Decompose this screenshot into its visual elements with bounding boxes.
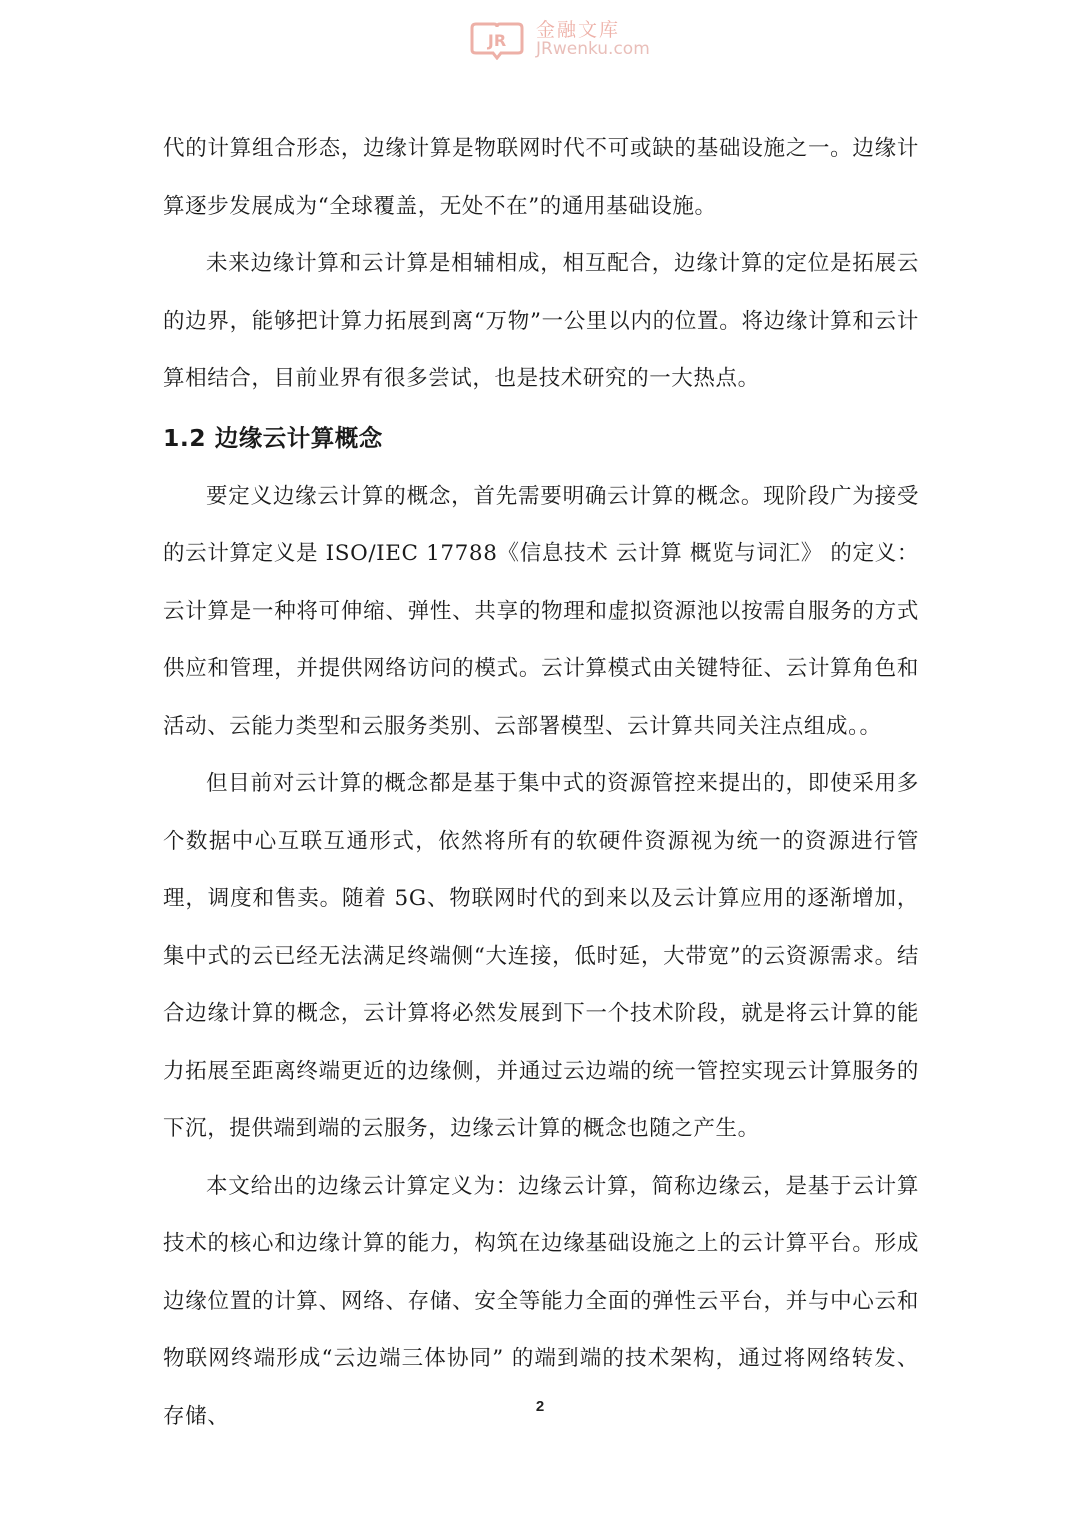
- paragraph-edge-cloud-relation: 未来边缘计算和云计算是相辅相成，相互配合，边缘计算的定位是拓展云的边界，能够把计算力拓展到离“万物”一公里以内的位置。将边缘计算和云计算相结合，目前业界有很多尝试，也是技术研究的一大热点。: [163, 251, 919, 391]
- paragraph-edge-cloud-definition: 本文给出的边缘云计算定义为：边缘云计算，简称边缘云，是基于云计算技术的核心和边缘计算的能力，构筑在边缘基础设施之上的云计算平台。形成边缘位置的计算、网络、存储、安全等能力全面的弹性云平台，并与中心云和物联网终端形成“云边端三体协同” 的端到端的技术架构，通过将网络转发、存储、: [163, 1173, 919, 1429]
- watermark: [468, 20, 650, 60]
- jrwenku-logo-icon: [468, 20, 526, 60]
- watermark-url: JRwenku.com: [536, 39, 650, 60]
- paragraph-centralized-limits: 但目前对云计算的概念都是基于集中式的资源管控来提出的，即使采用多个数据中心互联互通形式，依然将所有的软硬件资源视为统一的资源进行管理，调度和售卖。随着 5G、物联网时代的到来以及云计算应用的逐渐增加，集中式的云已经无法满足终端侧“大连接，低时延，大带宽”的云资源需求。结合边缘计算的概念，云计算将必然发展到下一个技术阶段，就是将云计算的能力拓展至距离终端更近的边缘侧，并通过云边端的统一管控实现云计算服务的下沉，提供端到端的云服务，边缘云计算的概念也随之产生。: [163, 771, 919, 1141]
- page-number: 2: [535, 1398, 545, 1415]
- paragraph-cloud-definition: 要定义边缘云计算的概念，首先需要明确云计算的概念。现阶段广为接受的云计算定义是 ISO/IEC 17788《信息技术 云计算 概览与词汇》 的定义：云计算是一种将可伸缩、弹性、共享的物理和虚拟资源池以按需自服务的方式供应和管理，并提供网络访问的模式。云计算模式由关键特征、云计算角色和活动、云能力类型和云服务类别、云部署模型、云计算共同关注点组成。。: [163, 483, 919, 739]
- section-heading: 1.2 边缘云计算概念: [163, 423, 383, 452]
- document-body: [163, 120, 919, 1445]
- paragraph-continuation: 代的计算组合形态，边缘计算是物联网时代不可或缺的基础设施之一。边缘计算逐步发展成为“全球覆盖，无处不在”的通用基础设施。: [163, 136, 919, 219]
- watermark-name: 金融文库: [536, 19, 621, 42]
- svg-text:JR: JR: [487, 31, 507, 50]
